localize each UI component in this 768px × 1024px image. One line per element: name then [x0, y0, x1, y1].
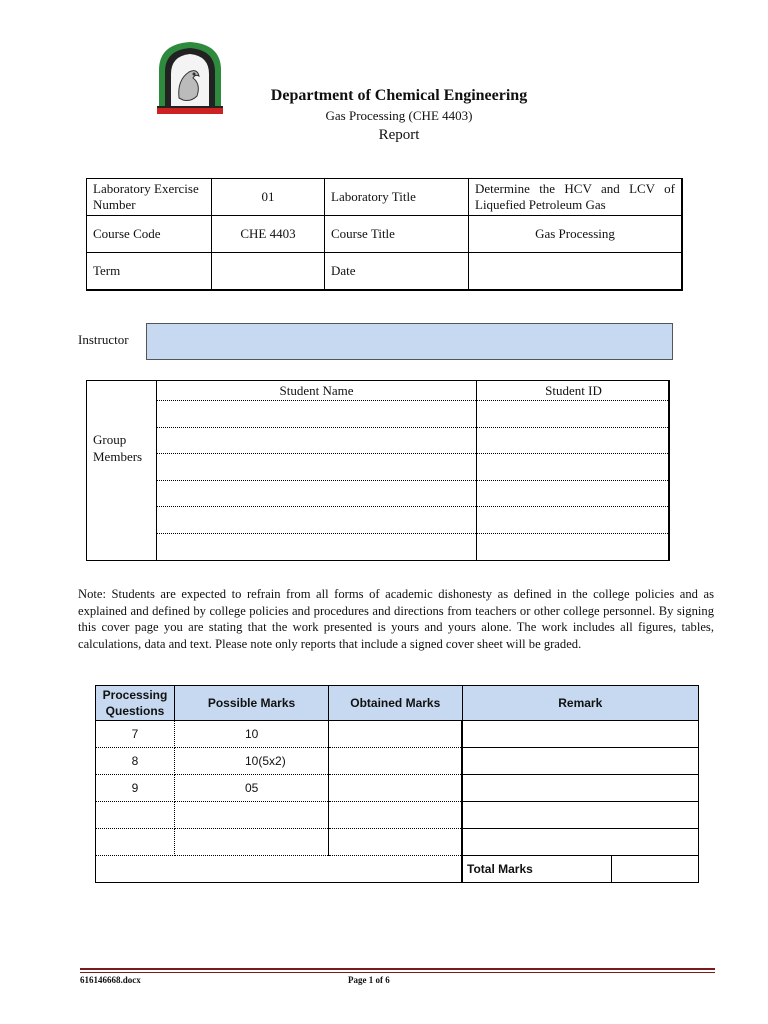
total-marks-label: Total Marks — [462, 856, 612, 883]
remark-field[interactable] — [462, 775, 699, 802]
course-code-label: Course Code — [87, 216, 212, 253]
possible-marks — [175, 829, 329, 856]
lab-title-label: Laboratory Title — [325, 179, 469, 216]
course-code-value: CHE 4403 — [212, 216, 325, 253]
obtained-marks-field[interactable] — [329, 721, 463, 748]
table-row — [96, 775, 699, 802]
table-row — [96, 748, 699, 775]
total-marks-field[interactable] — [612, 856, 699, 883]
footer-filename: 616146668.docx — [80, 975, 141, 985]
course-title-label: Course Title — [325, 216, 469, 253]
marks-header-remark: Remark — [462, 686, 699, 721]
question-number: 8 — [96, 748, 175, 775]
lab-title-value: Determine the HCV and LCV of Liquefied Petroleum Gas — [469, 179, 683, 216]
course-subtitle: Gas Processing (CHE 4403) — [325, 108, 473, 123]
student-name-header: Student Name — [157, 381, 477, 401]
table-row — [96, 721, 699, 748]
student-name-field[interactable] — [157, 454, 477, 481]
group-members-section — [86, 380, 670, 561]
possible-marks — [175, 802, 329, 829]
question-number: 9 — [96, 775, 175, 802]
marks-header-possible: Possible Marks — [175, 686, 329, 721]
lab-info-table — [86, 178, 683, 291]
question-number: 7 — [96, 721, 175, 748]
academic-honesty-note: Note: Students are expected to refrain from all forms of academic dishonesty as defined in the college policies and as explained and defined by college policies and procedures and directions from teachers or other college personnel. By signing this cover page you are stating that the work presented is yours and yours alone. The work includes all figures, tables, calculations, data and text. Please note only reports that include a signed cover sheet will be graded. — [78, 587, 714, 651]
remark-field[interactable] — [462, 748, 699, 775]
student-id-field[interactable] — [477, 480, 671, 507]
student-name-field[interactable] — [157, 507, 477, 534]
marks-table — [95, 685, 699, 883]
marks-header-questions: Processing Questions — [96, 686, 175, 721]
term-label: Term — [87, 253, 212, 290]
group-members-label: Group Members — [93, 432, 143, 464]
total-row — [96, 856, 699, 883]
course-title-value: Gas Processing — [469, 216, 683, 253]
table-row — [96, 829, 699, 856]
group-members-grid — [156, 381, 670, 560]
obtained-marks-field[interactable] — [329, 802, 463, 829]
student-id-field[interactable] — [477, 507, 671, 534]
date-field[interactable] — [469, 253, 683, 290]
term-field[interactable] — [212, 253, 325, 290]
question-number — [96, 802, 175, 829]
total-row-blank — [96, 856, 463, 883]
question-number — [96, 829, 175, 856]
student-name-field[interactable] — [157, 533, 477, 559]
instructor-field[interactable] — [146, 323, 673, 360]
obtained-marks-field[interactable] — [329, 775, 463, 802]
footer-page-number: Page 1 of 6 — [348, 975, 390, 985]
possible-marks: 10(5x2) — [175, 748, 329, 775]
remark-field[interactable] — [462, 802, 699, 829]
remark-field[interactable] — [462, 721, 699, 748]
student-name-field[interactable] — [157, 480, 477, 507]
student-name-field[interactable] — [157, 401, 477, 428]
student-id-header: Student ID — [477, 381, 671, 401]
student-id-field[interactable] — [477, 427, 671, 454]
footer-rule — [80, 968, 715, 970]
possible-marks: 10 — [175, 721, 329, 748]
instructor-label: Instructor — [78, 332, 129, 347]
possible-marks: 05 — [175, 775, 329, 802]
student-id-field[interactable] — [477, 454, 671, 481]
lab-exercise-value: 01 — [212, 179, 325, 216]
student-id-field[interactable] — [477, 533, 671, 559]
report-heading: Report — [378, 127, 420, 143]
student-name-field[interactable] — [157, 427, 477, 454]
lab-exercise-label: Laboratory Exercise Number — [87, 179, 212, 216]
footer-rule-thin — [80, 972, 715, 973]
student-id-field[interactable] — [477, 401, 671, 428]
department-title: Department of Chemical Engineering — [270, 87, 528, 104]
obtained-marks-field[interactable] — [329, 748, 463, 775]
date-label: Date — [325, 253, 469, 290]
table-row — [96, 802, 699, 829]
obtained-marks-field[interactable] — [329, 829, 463, 856]
marks-header-obtained: Obtained Marks — [329, 686, 463, 721]
remark-field[interactable] — [462, 829, 699, 856]
